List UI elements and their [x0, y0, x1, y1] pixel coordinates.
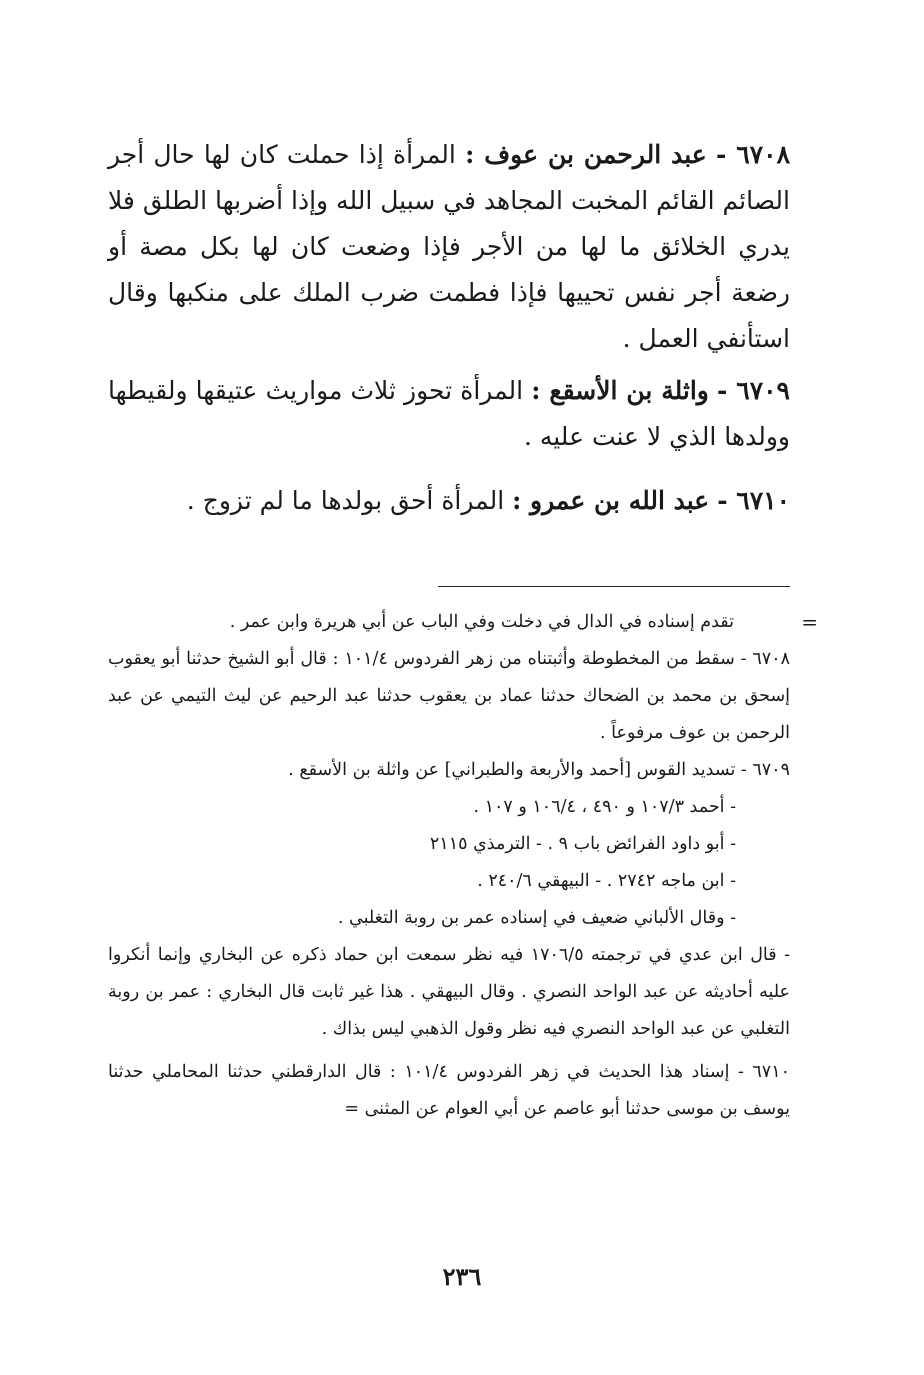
hadith-entry-6709	[108, 368, 790, 460]
footnote-line: - ابن ماجه ٢٧٤٢ . - البيهقي ٢٤٠/٦ .	[477, 871, 736, 891]
hadith-entry-6708	[108, 132, 790, 362]
entry-number: ٦٧١٠ -	[717, 486, 790, 515]
footnote-line: ٦٧٠٩ - تسديد القوس [أحمد والأربعة والطبراني] عن واثلة بن الأسقع .	[288, 760, 790, 780]
entry-number: ٦٧٠٩ -	[717, 376, 790, 405]
page-number: ٢٣٦	[442, 1262, 482, 1291]
footnote-divider	[438, 586, 790, 587]
entry-text: المرأة تحوز ثلاث مواريث عتيقها ولقيطها وولدها الذي لا عنت عليه .	[108, 376, 790, 451]
footnote-line: - وقال الألباني ضعيف في إسناده عمر بن روبة التغلبي .	[337, 908, 736, 928]
footnote-line: ٦٧١٠ - إسناد هذا الحديث في زهر الفردوس ١٠١/٤ : قال الدارقطني حدثنا المحاملي حدثنا يوسف بن موسى حدثنا أبو عاصم عن أبي العوام عن المثنى =	[108, 1062, 790, 1119]
footnote-line: - أحمد ١٠٧/٣ و ٤٩٠ ، ١٠٦/٤ و ١٠٧ .	[473, 797, 736, 817]
entry-text: المرأة أحق بولدها ما لم تزوج .	[186, 486, 505, 515]
narrator-name: عبد الرحمن بن عوف :	[465, 140, 707, 169]
narrator-name: واثلة بن الأسقع :	[531, 376, 709, 405]
continuation-mark: =	[801, 610, 818, 634]
entry-number: ٦٧٠٨ -	[715, 140, 790, 169]
narrator-name: عبد الله بن عمرو :	[512, 486, 710, 515]
footnote-line: - أبو داود الفرائض باب ٩ . - الترمذي ٢١١٥	[429, 834, 736, 854]
hadith-entry-6710	[108, 478, 790, 524]
entry-text: المرأة إذا حملت كان لها حال أجر الصائم القائم المخبت المجاهد في سبيل الله وإذا أضربها الطلق فلا يدري الخلائق ما لها من الأجر فإذا وضعت كان لها بكل مصة أو رضعة أجر نفس تحييها فإذا فطمت ضرب الملك على منكبها وقال استأنفي العمل .	[108, 140, 790, 353]
footnote-line: - قال ابن عدي في ترجمته ١٧٠٦/٥ فيه نظر سمعت ابن حماد ذكره عن البخاري وإنما أنكروا عليه أحاديثه عن عبد الواحد النصري . وقال البيهقي . هذا غير ثابت قال البخاري : عمر بن روبة التغلبي عن عبد الواحد النصري فيه نظر وقول الذهبي ليس بذاك .	[108, 945, 790, 1039]
footnote-line: تقدم إسناده في الدال في دخلت وفي الباب عن أبي هريرة وابن عمر .	[229, 612, 734, 632]
footnotes	[108, 604, 818, 1128]
footnote-line: ٦٧٠٨ - سقط من المخطوطة وأثبتناه من زهر الفردوس ١٠١/٤ : قال أبو الشيخ حدثنا أبو يعقوب إسحق بن محمد بن الضحاك حدثنا عماد بن يعقوب حدثنا عبد الرحيم عن ليث التيمي عن عبد الرحمن بن عوف مرفوعاً .	[108, 649, 790, 743]
